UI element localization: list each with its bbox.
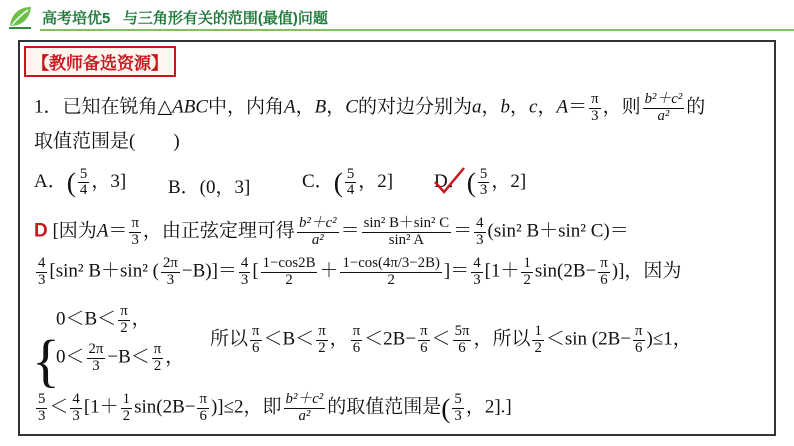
q-A: A [284, 96, 296, 118]
option-c[interactable]: C．( $\frac{5}{4}$ ，2] [302, 165, 394, 199]
q-text: ， [510, 96, 530, 118]
frac-pi-3: $\frac{\pi}{3}$ [591, 91, 599, 124]
page-title: 高考培优5 与三角形有关的范围(最值)问题 [42, 10, 328, 27]
answer-letter: D [34, 220, 48, 242]
content-card [18, 40, 776, 436]
solution-line-2: $\frac{4}{3}$ [sin² B＋sin² ( $\frac{2\pi}{3}$ −B)]＝ $\frac{4}{3}$ [ $\frac{1-\cos 2B}{2}$ ＋ $\frac{1-\cos(4\pi/3-2B)}{2}$ ]＝ $\frac{4}{3}$ [1＋ $\frac{1}{2}$ sin(2B− $\frac{\pi}{6}$ )]，因为 [38, 255, 682, 288]
so-line: 所以 $\frac{\pi}{6}$ ＜B＜ $\frac{\pi}{2}$ ， $\frac{\pi}{6}$ ＜2B− $\frac{\pi}{6}$ ＜ $\frac{5\pi}{6}$ ，所以 $\frac{1}{2}$ ＜sin (2B− $\frac{\pi}{6}$ )≤1， [210, 323, 692, 356]
q-text: 1．已知在锐角△ [34, 96, 173, 118]
q-b: b [500, 96, 510, 118]
q-abc: ABC [172, 96, 209, 118]
q-text: ， [326, 96, 346, 118]
solution-line-4: $\frac{5}{3}$ ＜ $\frac{4}{3}$ [1＋ $\frac{1}{2}$ sin(2B− $\frac{\pi}{6}$ )]≤2，即 $\frac{\text{b²＋c²}}{\text{a²}}$ 的取值范围是( $\frac{5}{3}$ ，2].] [38, 391, 512, 424]
header-divider [40, 29, 794, 31]
q-text: ， [295, 96, 315, 118]
q-a: a [471, 96, 482, 118]
checkmark-icon [432, 166, 466, 196]
q-c: c [529, 96, 538, 118]
option-b[interactable]: B．(0，3] [168, 177, 251, 198]
teacher-resource-tag: 【教师备选资源】 [24, 46, 176, 77]
leaf-logo-icon [6, 3, 34, 31]
system-brace: { [32, 328, 60, 393]
q-B: B [314, 96, 327, 118]
q-text: ， [481, 96, 501, 118]
q-A2: A [556, 96, 569, 118]
q-de: 的 [686, 96, 706, 118]
q-text: ， [537, 96, 557, 118]
option-a[interactable]: A．( $\frac{5}{4}$ ，3] [34, 165, 127, 199]
system-line-2: 0＜ $\frac{2\pi}{3}$ −B＜ $\frac{\pi}{2}$ ， [56, 341, 185, 374]
header [0, 0, 794, 34]
q-text: 中，内角 [208, 96, 285, 118]
q-then: ，则 [602, 96, 641, 118]
frac-b2c2-a2: $\frac{\text{b²＋c²}}{\text{a²}}$ [644, 91, 683, 124]
system-line-1: 0＜B＜ $\frac{\pi}{2}$ ， [56, 303, 151, 336]
q-text: 的对边分别为 [357, 96, 472, 118]
q-eq: ＝ [568, 96, 588, 118]
question-line-1 [34, 92, 705, 124]
option-d[interactable]: D．( $\frac{5}{3}$ ，2] [434, 165, 527, 199]
solution-line-1: D [因为A＝ $\frac{\pi}{3}$ ，由正弦定理可得 $\frac{\text{b²＋c²}}{\text{a²}}$ ＝ $\frac{\text{sin² B＋sin² C}}{\text{sin² A}}$ ＝ $\frac{4}{3}$ (sin² B＋sin² C)＝ [34, 215, 629, 248]
q-C: C [345, 96, 358, 118]
question-line-2: 取值范围是( ) [34, 131, 180, 152]
